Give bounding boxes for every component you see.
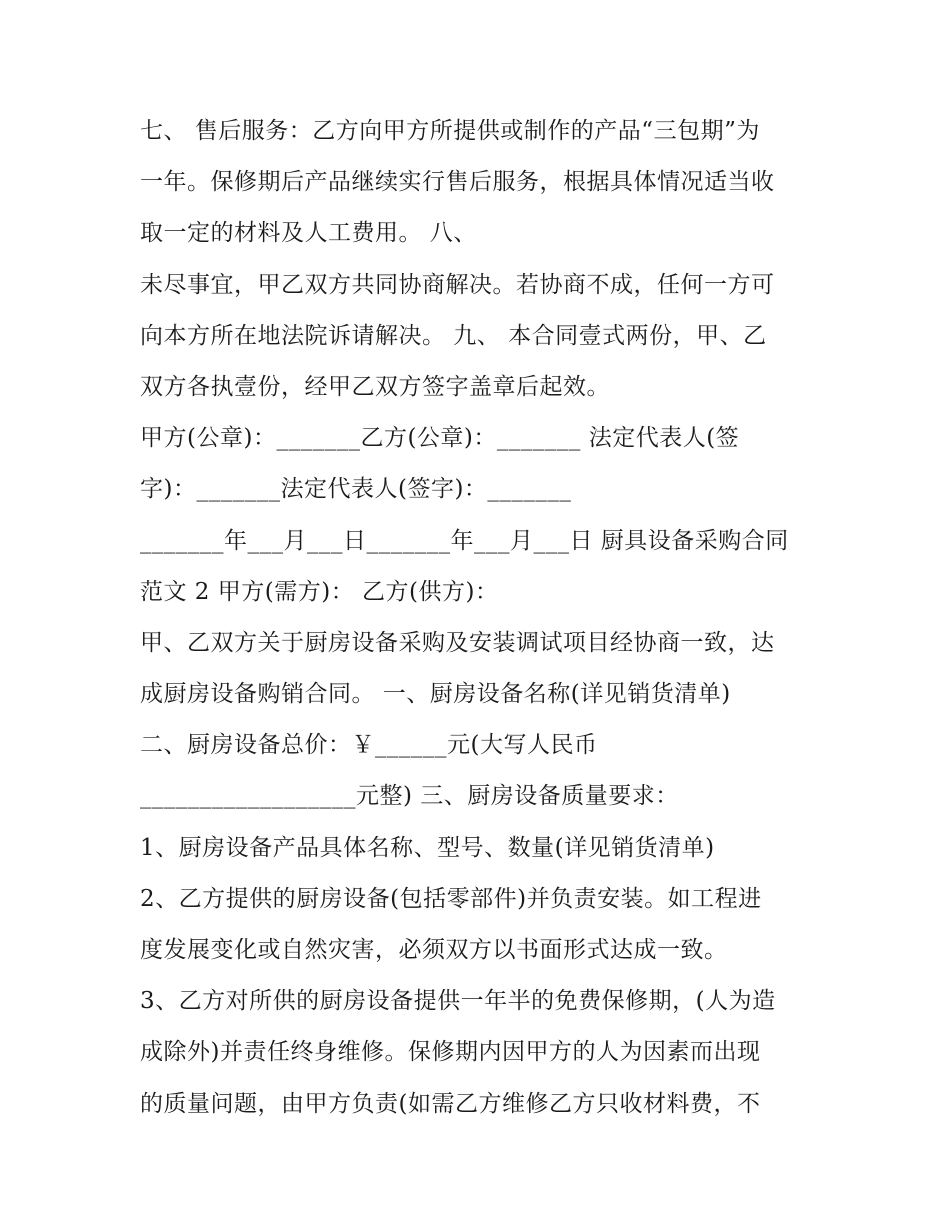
text-line: 1、厨房设备产品具体名称、型号、数量(详见销货清单): [140, 834, 715, 861]
text-line: __________________元整) 三、厨房设备质量要求：: [140, 783, 679, 810]
text-line: 3、乙方对所供的厨房设备提供一年半的免费保修期，(人为造: [140, 988, 776, 1015]
text-line: 未尽事宜，甲乙双方共同协商解决。若协商不成，任何一方可: [140, 271, 775, 298]
text-line: 2、乙方提供的厨房设备(包括零部件)并负责安装。如工程进: [140, 885, 762, 912]
signature-line: 字)：_______法定代表人(签字)：_______: [140, 476, 572, 503]
text-line: 七、 售后服务：乙方向甲方所提供或制作的产品“三包期”为: [140, 118, 760, 144]
text-line: 向本方所在地法院诉请解决。 九、 本合同壹式两份，甲、乙: [140, 322, 767, 349]
text-line: 范文 2 甲方(需方)： 乙方(供方)：: [140, 578, 499, 605]
text-line: 甲、乙双方关于厨房设备采购及安装调试项目经协商一致，达: [140, 629, 775, 656]
text-line: 二、厨房设备总价：￥______元(大写人民币: [140, 732, 598, 759]
text-line: 的质量问题，由甲方负责(如需乙方维修乙方只收材料费，不: [140, 1090, 761, 1117]
text-line: 成厨房设备购销合同。 一、厨房设备名称(详见销货清单): [140, 681, 731, 708]
text-line: 一年。保修期后产品继续实行售后服务，根据具体情况适当收: [140, 169, 775, 196]
signature-line: 甲方(公章)：_______乙方(公章)：_______ 法定代表人(签: [140, 425, 740, 452]
text-line: 取一定的材料及人工费用。 八、: [140, 220, 477, 247]
text-line: 成除外)并责任终身维修。保修期内因甲方的人为因素而出现: [140, 1039, 761, 1066]
text-line: 度发展变化或自然灾害，必须双方以书面形式达成一致。: [140, 937, 728, 963]
text-line: 双方各执壹份，经甲乙双方签字盖章后起效。: [140, 373, 610, 400]
contract-text-body: [140, 106, 820, 1130]
date-line: _______年___月___日_______年___月___日 厨具设备采购合同: [140, 527, 789, 554]
